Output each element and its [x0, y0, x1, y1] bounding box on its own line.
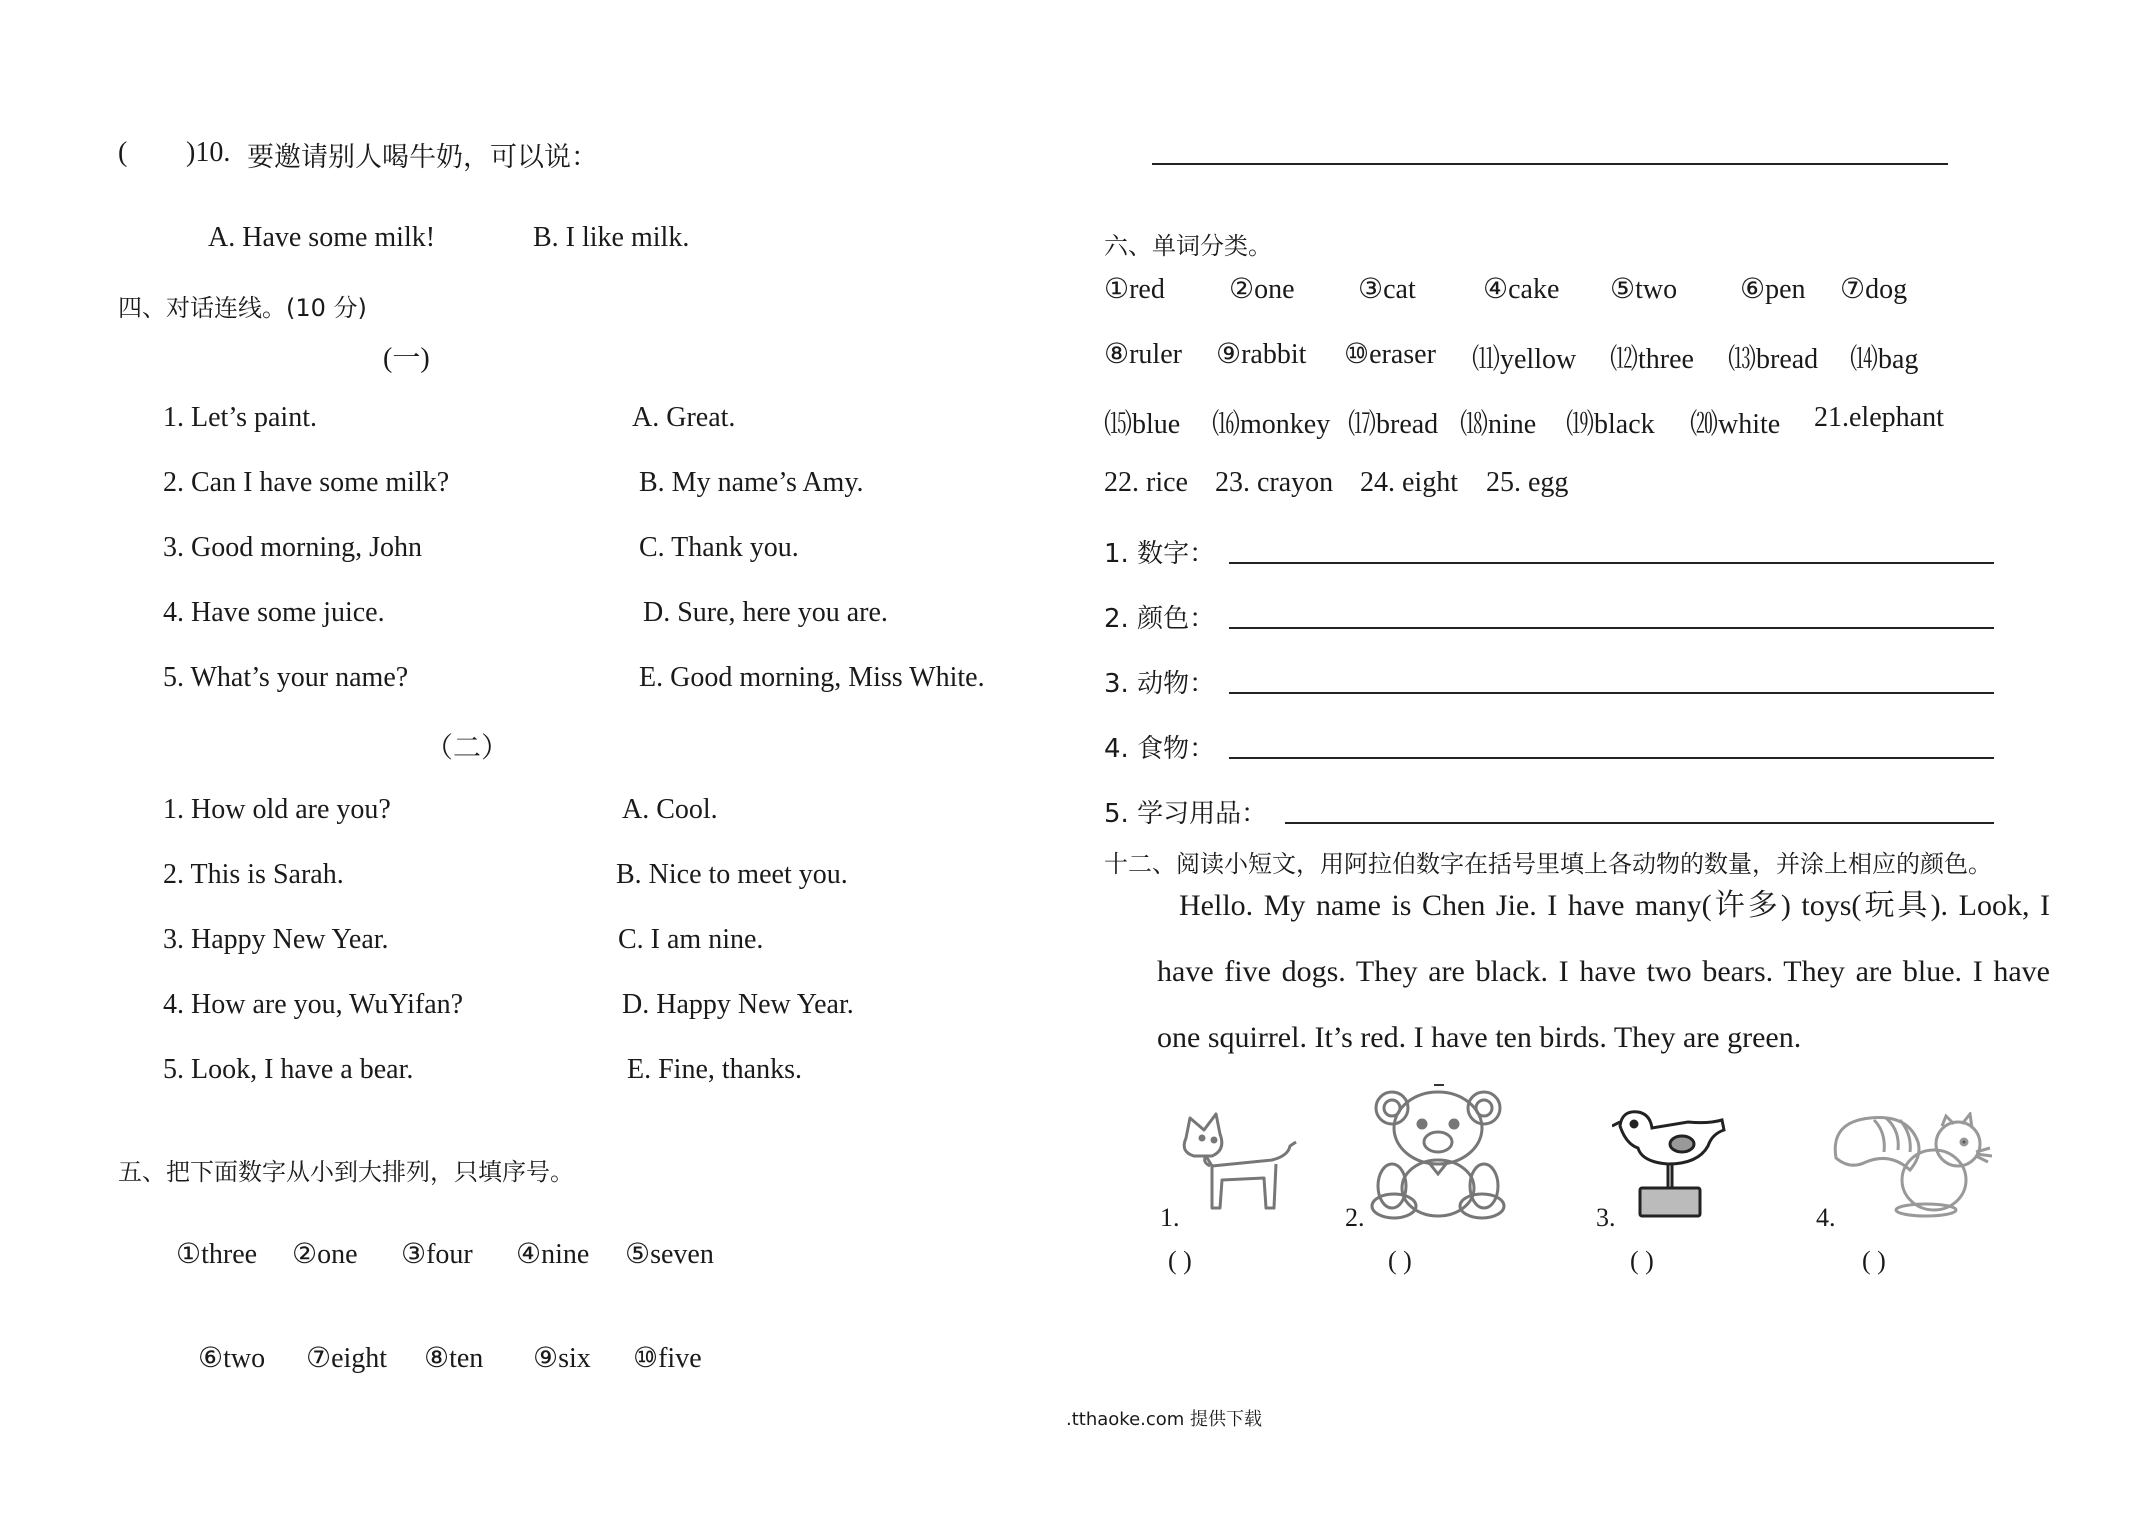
- category-answer-line[interactable]: [1285, 822, 1994, 824]
- picture-number: 1.: [1160, 1203, 1180, 1232]
- dialog-left-5: 5. What’s your name?: [163, 662, 409, 693]
- dialog2-left-5: 5. Look, I have a bear.: [163, 1054, 414, 1085]
- category-answer-line[interactable]: [1229, 627, 1994, 629]
- category-label: 1. 数字：: [1104, 539, 1216, 569]
- dialog-left-1: 1. Let’s paint.: [163, 402, 317, 433]
- dialog2-left-3: 3. Happy New Year.: [163, 924, 389, 955]
- dialog-left-2: 2. Can I have some milk?: [163, 467, 450, 498]
- word-item: ⒃monkey: [1212, 409, 1331, 440]
- category-label: 3. 动物：: [1104, 669, 1216, 699]
- number-word: ⑩five: [633, 1343, 702, 1374]
- word-item: ⑨rabbit: [1216, 339, 1307, 370]
- word-item: ⑥pen: [1740, 274, 1806, 305]
- q10-option-a: A. Have some milk!: [208, 222, 436, 253]
- word-item: ⑧ruler: [1104, 339, 1182, 370]
- dialog2-right-e: E. Fine, thanks.: [627, 1054, 802, 1085]
- dog-icon: [1176, 1104, 1308, 1216]
- section12-title: 十二、阅读小短文，用阿拉伯数字在括号里填上各动物的数量，并涂上相应的颜色。: [1104, 850, 1992, 878]
- dialog2-left-2: 2. This is Sarah.: [163, 859, 344, 890]
- category-label: 5. 学习用品：: [1104, 799, 1268, 829]
- word-item: 24. eight: [1360, 467, 1458, 498]
- count-blank[interactable]: ( ): [1630, 1246, 1654, 1275]
- word-item: ⒇white: [1690, 409, 1781, 440]
- word-item: ③cat: [1358, 274, 1416, 305]
- word-item: ⒆black: [1566, 409, 1655, 440]
- picture-number: 4.: [1816, 1203, 1836, 1232]
- number-word: ⑥two: [198, 1343, 266, 1374]
- count-blank[interactable]: ( ): [1862, 1246, 1886, 1275]
- q10-option-b: B. I like milk.: [533, 222, 690, 253]
- dialog-right-b: B. My name’s Amy.: [639, 467, 864, 498]
- word-item: 21.elephant: [1814, 402, 1944, 433]
- number-word: ⑦eight: [306, 1343, 388, 1374]
- word-item: ⒄bread: [1348, 409, 1439, 440]
- word-item: ⑩eraser: [1344, 339, 1436, 370]
- number-word: ⑨six: [533, 1343, 591, 1374]
- dialog-right-a: A. Great.: [632, 402, 736, 433]
- count-blank[interactable]: ( ): [1168, 1246, 1192, 1275]
- word-item: 25. egg: [1486, 467, 1569, 498]
- count-blank[interactable]: ( ): [1388, 1246, 1412, 1275]
- section6-title: 六、单词分类。: [1104, 232, 1272, 260]
- word-item: ⒅nine: [1460, 409, 1537, 440]
- number-word: ①three: [176, 1239, 258, 1270]
- dialog2-right-c: C. I am nine.: [618, 924, 764, 955]
- word-item: 22. rice: [1104, 467, 1188, 498]
- dialog2-right-d: D. Happy New Year.: [622, 989, 854, 1020]
- dialog2-left-1: 1. How old are you?: [163, 794, 391, 825]
- bird-icon: [1612, 1104, 1742, 1224]
- number-word: ⑧ten: [424, 1343, 484, 1374]
- footer-source: .tthaoke.com 提供下载: [1066, 1409, 1263, 1430]
- number-word: ④nine: [516, 1239, 590, 1270]
- picture-number: 2.: [1345, 1203, 1365, 1232]
- word-item: ⒁bag: [1850, 344, 1919, 375]
- word-item: ⑾yellow: [1472, 344, 1577, 375]
- answer-line-top[interactable]: [1152, 163, 1948, 165]
- dialog-left-3: 3. Good morning, John: [163, 532, 422, 563]
- section4-part2-label: （二）: [425, 731, 510, 764]
- section5-title: 五、把下面数字从小到大排列，只填序号。: [118, 1158, 574, 1186]
- q10-question: 要邀请别人喝牛奶，可以说：: [247, 142, 598, 173]
- squirrel-icon: [1830, 1112, 2004, 1222]
- word-item: ①red: [1104, 274, 1165, 305]
- dialog-left-4: 4. Have some juice.: [163, 597, 385, 628]
- dialog2-right-b: B. Nice to meet you.: [616, 859, 848, 890]
- word-item: ④cake: [1483, 274, 1560, 305]
- category-answer-line[interactable]: [1229, 757, 1994, 759]
- q10-number: )10.: [186, 137, 231, 168]
- dialog-right-d: D. Sure, here you are.: [643, 597, 888, 628]
- word-item: ⒂blue: [1104, 409, 1181, 440]
- word-item: 23. crayon: [1215, 467, 1334, 498]
- word-item: ⒀bread: [1728, 344, 1819, 375]
- number-word: ⑤seven: [625, 1239, 714, 1270]
- q10-paren-open: (: [118, 137, 128, 168]
- number-word: ③four: [401, 1239, 473, 1270]
- word-item: ⑤two: [1610, 274, 1678, 305]
- picture-number: 3.: [1596, 1203, 1616, 1232]
- reading-passage: Hello. My name is Chen Jie. I have many(许多) toys(玩具). Look, I have five dogs. They are black. I have two bears. They are blue. I have one squirrel. It’s red. I have ten birds. They are green.: [1157, 889, 2050, 1054]
- dialog2-left-4: 4. How are you, WuYifan?: [163, 989, 464, 1020]
- bear-icon: [1366, 1084, 1510, 1220]
- section4-title: 四、对话连线。(10 分): [118, 294, 367, 322]
- word-item: ⑦dog: [1840, 274, 1908, 305]
- dialog-right-e: E. Good morning, Miss White.: [639, 662, 985, 693]
- category-label: 2. 颜色：: [1104, 604, 1216, 634]
- category-label: 4. 食物：: [1104, 734, 1216, 764]
- word-item: ②one: [1229, 274, 1295, 305]
- word-item: ⑿three: [1610, 344, 1694, 375]
- section4-part1-label: (一): [383, 343, 430, 374]
- dialog-right-c: C. Thank you.: [639, 532, 799, 563]
- number-word: ②one: [292, 1239, 358, 1270]
- category-answer-line[interactable]: [1229, 562, 1994, 564]
- category-answer-line[interactable]: [1229, 692, 1994, 694]
- dialog2-right-a: A. Cool.: [622, 794, 718, 825]
